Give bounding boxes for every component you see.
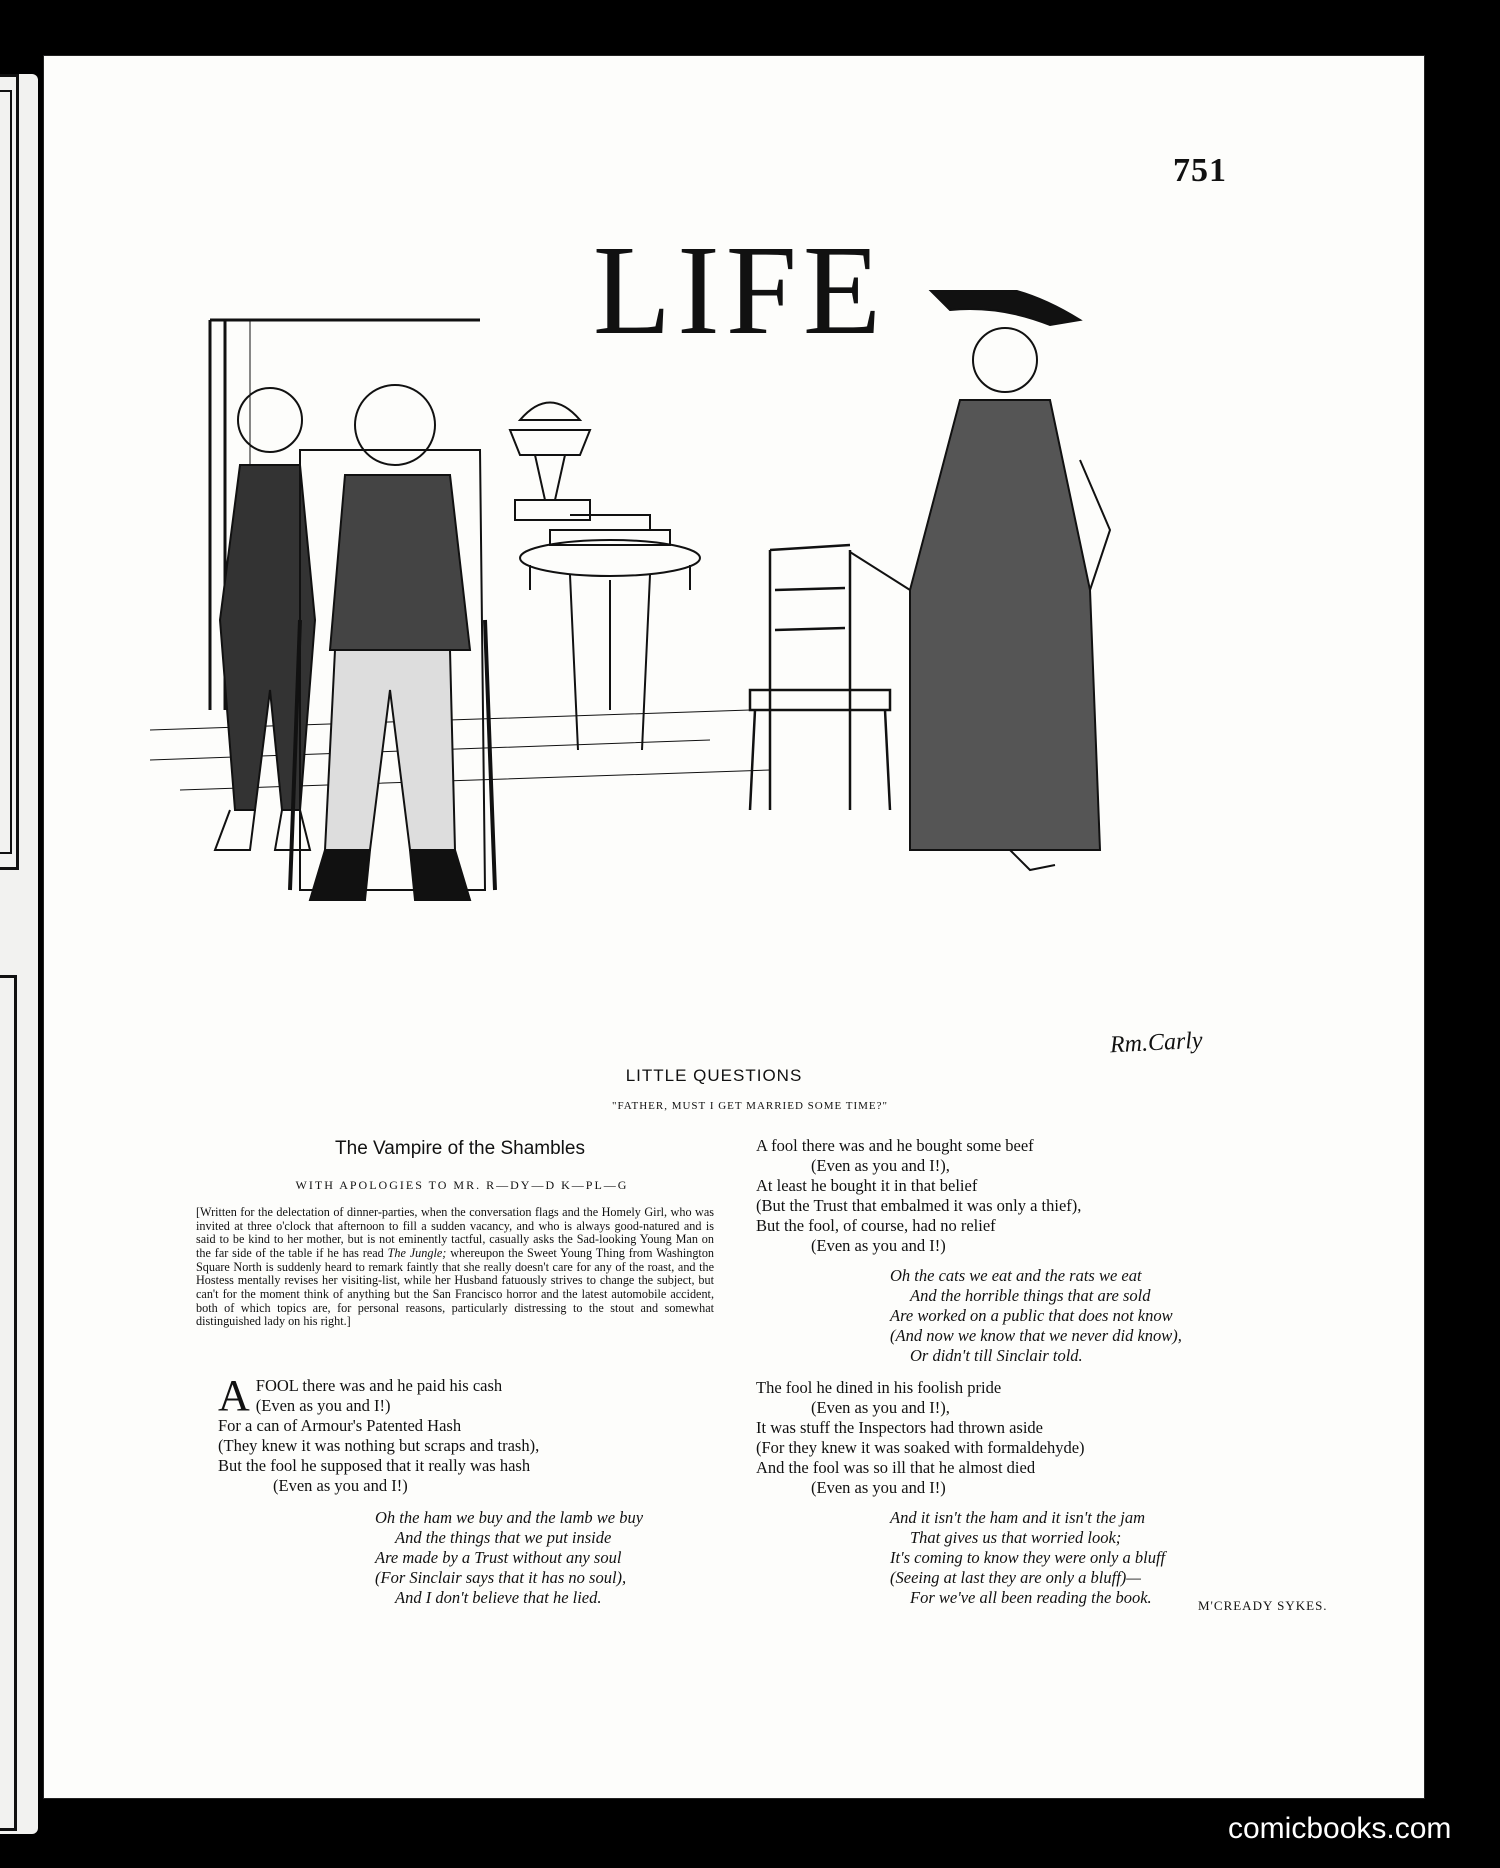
adjacent-page-lower-frame xyxy=(0,975,17,1831)
verse-line: For a can of Armour's Patented Hash xyxy=(218,1416,462,1435)
verse-line: And it isn't the ham and it isn't the jam xyxy=(890,1508,1146,1527)
page-number: 751 xyxy=(1173,152,1227,189)
verse-line: That gives us that worried look; xyxy=(910,1528,1122,1547)
intro-text-after: whereupon the Sweet Young Thing from Washington Square North is suddenly heard to remark faintly that she really doesn't care for any of the roast, and the Hostess mentally revises her visiting-list, while her Husband fatuously strives to change the subject, but can't for the moment think of anything but the San Francisco horror and the latest automobile accident, both of which topics are, for personal reasons, particularly distressing to the stout and somewhat distinguished lady on his right.] xyxy=(196,1245,715,1329)
site-watermark: comicbooks.com xyxy=(1228,1812,1452,1845)
verse-line: For we've all been reading the book. xyxy=(910,1588,1152,1607)
verse-line: (Seeing at last they are only a bluff)— xyxy=(890,1568,1141,1587)
verse-line: Oh the cats we eat and the rats we eat xyxy=(890,1266,1142,1285)
chorus-3 xyxy=(890,1508,1165,1608)
verse-line: And the fool was so ill that he almost died xyxy=(756,1458,1036,1477)
verse-line: And the things that we put inside xyxy=(395,1528,612,1547)
verse-line: (But the Trust that embalmed it was only a thief), xyxy=(756,1196,1082,1215)
verse-line: Are worked on a public that does not know xyxy=(890,1306,1173,1325)
verse-line: (Even as you and I!) xyxy=(811,1236,946,1255)
artist-signature-image: Rm.Carly xyxy=(1109,1027,1204,1059)
verse-line: (Even as you and I!), xyxy=(811,1156,950,1175)
stanza-2 xyxy=(756,1136,1081,1256)
verse-line: FOOL there was and he paid his cash xyxy=(255,1376,503,1395)
verse-line: (They knew it was nothing but scraps and trash), xyxy=(218,1436,540,1455)
verse-line: It was stuff the Inspectors had thrown aside xyxy=(756,1418,1044,1437)
verse-line: Are made by a Trust without any soul xyxy=(375,1548,622,1567)
verse-line: (Even as you and I!) xyxy=(255,1396,391,1415)
verse-line: (And now we know that we never did know), xyxy=(890,1326,1182,1345)
cartoon-caption: "FATHER, MUST I GET MARRIED SOME TIME?" xyxy=(611,1100,889,1112)
verse-line: Oh the ham we buy and the lamb we buy xyxy=(375,1508,644,1527)
poem-title: The Vampire of the Shambles xyxy=(335,1138,585,1159)
verse-line: (For they knew it was soaked with formaldehyde) xyxy=(756,1438,1085,1457)
verse-line: Or didn't till Sinclair told. xyxy=(910,1346,1083,1365)
cartoon-illustration xyxy=(150,290,1330,1070)
intro-book-title: The Jungle; xyxy=(387,1245,447,1260)
poem-introduction xyxy=(196,1206,714,1329)
verse-line: It's coming to know they were only a bluff xyxy=(890,1548,1166,1567)
verse-line: At least he bought it in that belief xyxy=(756,1176,978,1195)
verse-line: But the fool he supposed that it really was hash xyxy=(218,1456,531,1475)
verse-line: (For Sinclair says that it has no soul), xyxy=(375,1568,627,1587)
poem-author: M'CREADY SYKES. xyxy=(1198,1598,1328,1613)
verse-line: The fool he dined in his foolish pride xyxy=(756,1378,1002,1397)
verse-line: But the fool, of course, had no relief xyxy=(756,1216,996,1235)
stanza-3 xyxy=(756,1378,1085,1498)
adjacent-page-inner-frame xyxy=(0,90,12,854)
verse-line: (Even as you and I!) xyxy=(811,1478,946,1497)
verse-line: (Even as you and I!), xyxy=(811,1398,950,1417)
verse-line: (Even as you and I!) xyxy=(273,1476,408,1495)
drop-cap: A xyxy=(218,1371,250,1420)
stanza-1 xyxy=(218,1371,540,1496)
poem-dedication: WITH APOLOGIES TO MR. R—DY—D K—PL—G xyxy=(295,1178,629,1192)
cartoon-title: LITTLE QUESTIONS xyxy=(625,1066,803,1085)
verse-line: And the horrible things that are sold xyxy=(910,1286,1151,1305)
masthead-title: LIFE xyxy=(592,219,888,361)
chorus-2 xyxy=(890,1266,1182,1366)
verse-line: A fool there was and he bought some beef xyxy=(756,1136,1034,1155)
verse-line: And I don't believe that he lied. xyxy=(395,1588,602,1607)
chorus-1 xyxy=(375,1508,643,1608)
intro-text-before: [Written for the delectation of dinner-parties, when the conversation flags and the Homely Girl, who was invited at three o'clock that afternoon to fill a sudden vacancy, and who is always good-natured and is said to be kind to her mother, but is not eminently tactful, casually asks the Sad-looking Young Man on the far side of the table if he has read xyxy=(196,1205,714,1260)
